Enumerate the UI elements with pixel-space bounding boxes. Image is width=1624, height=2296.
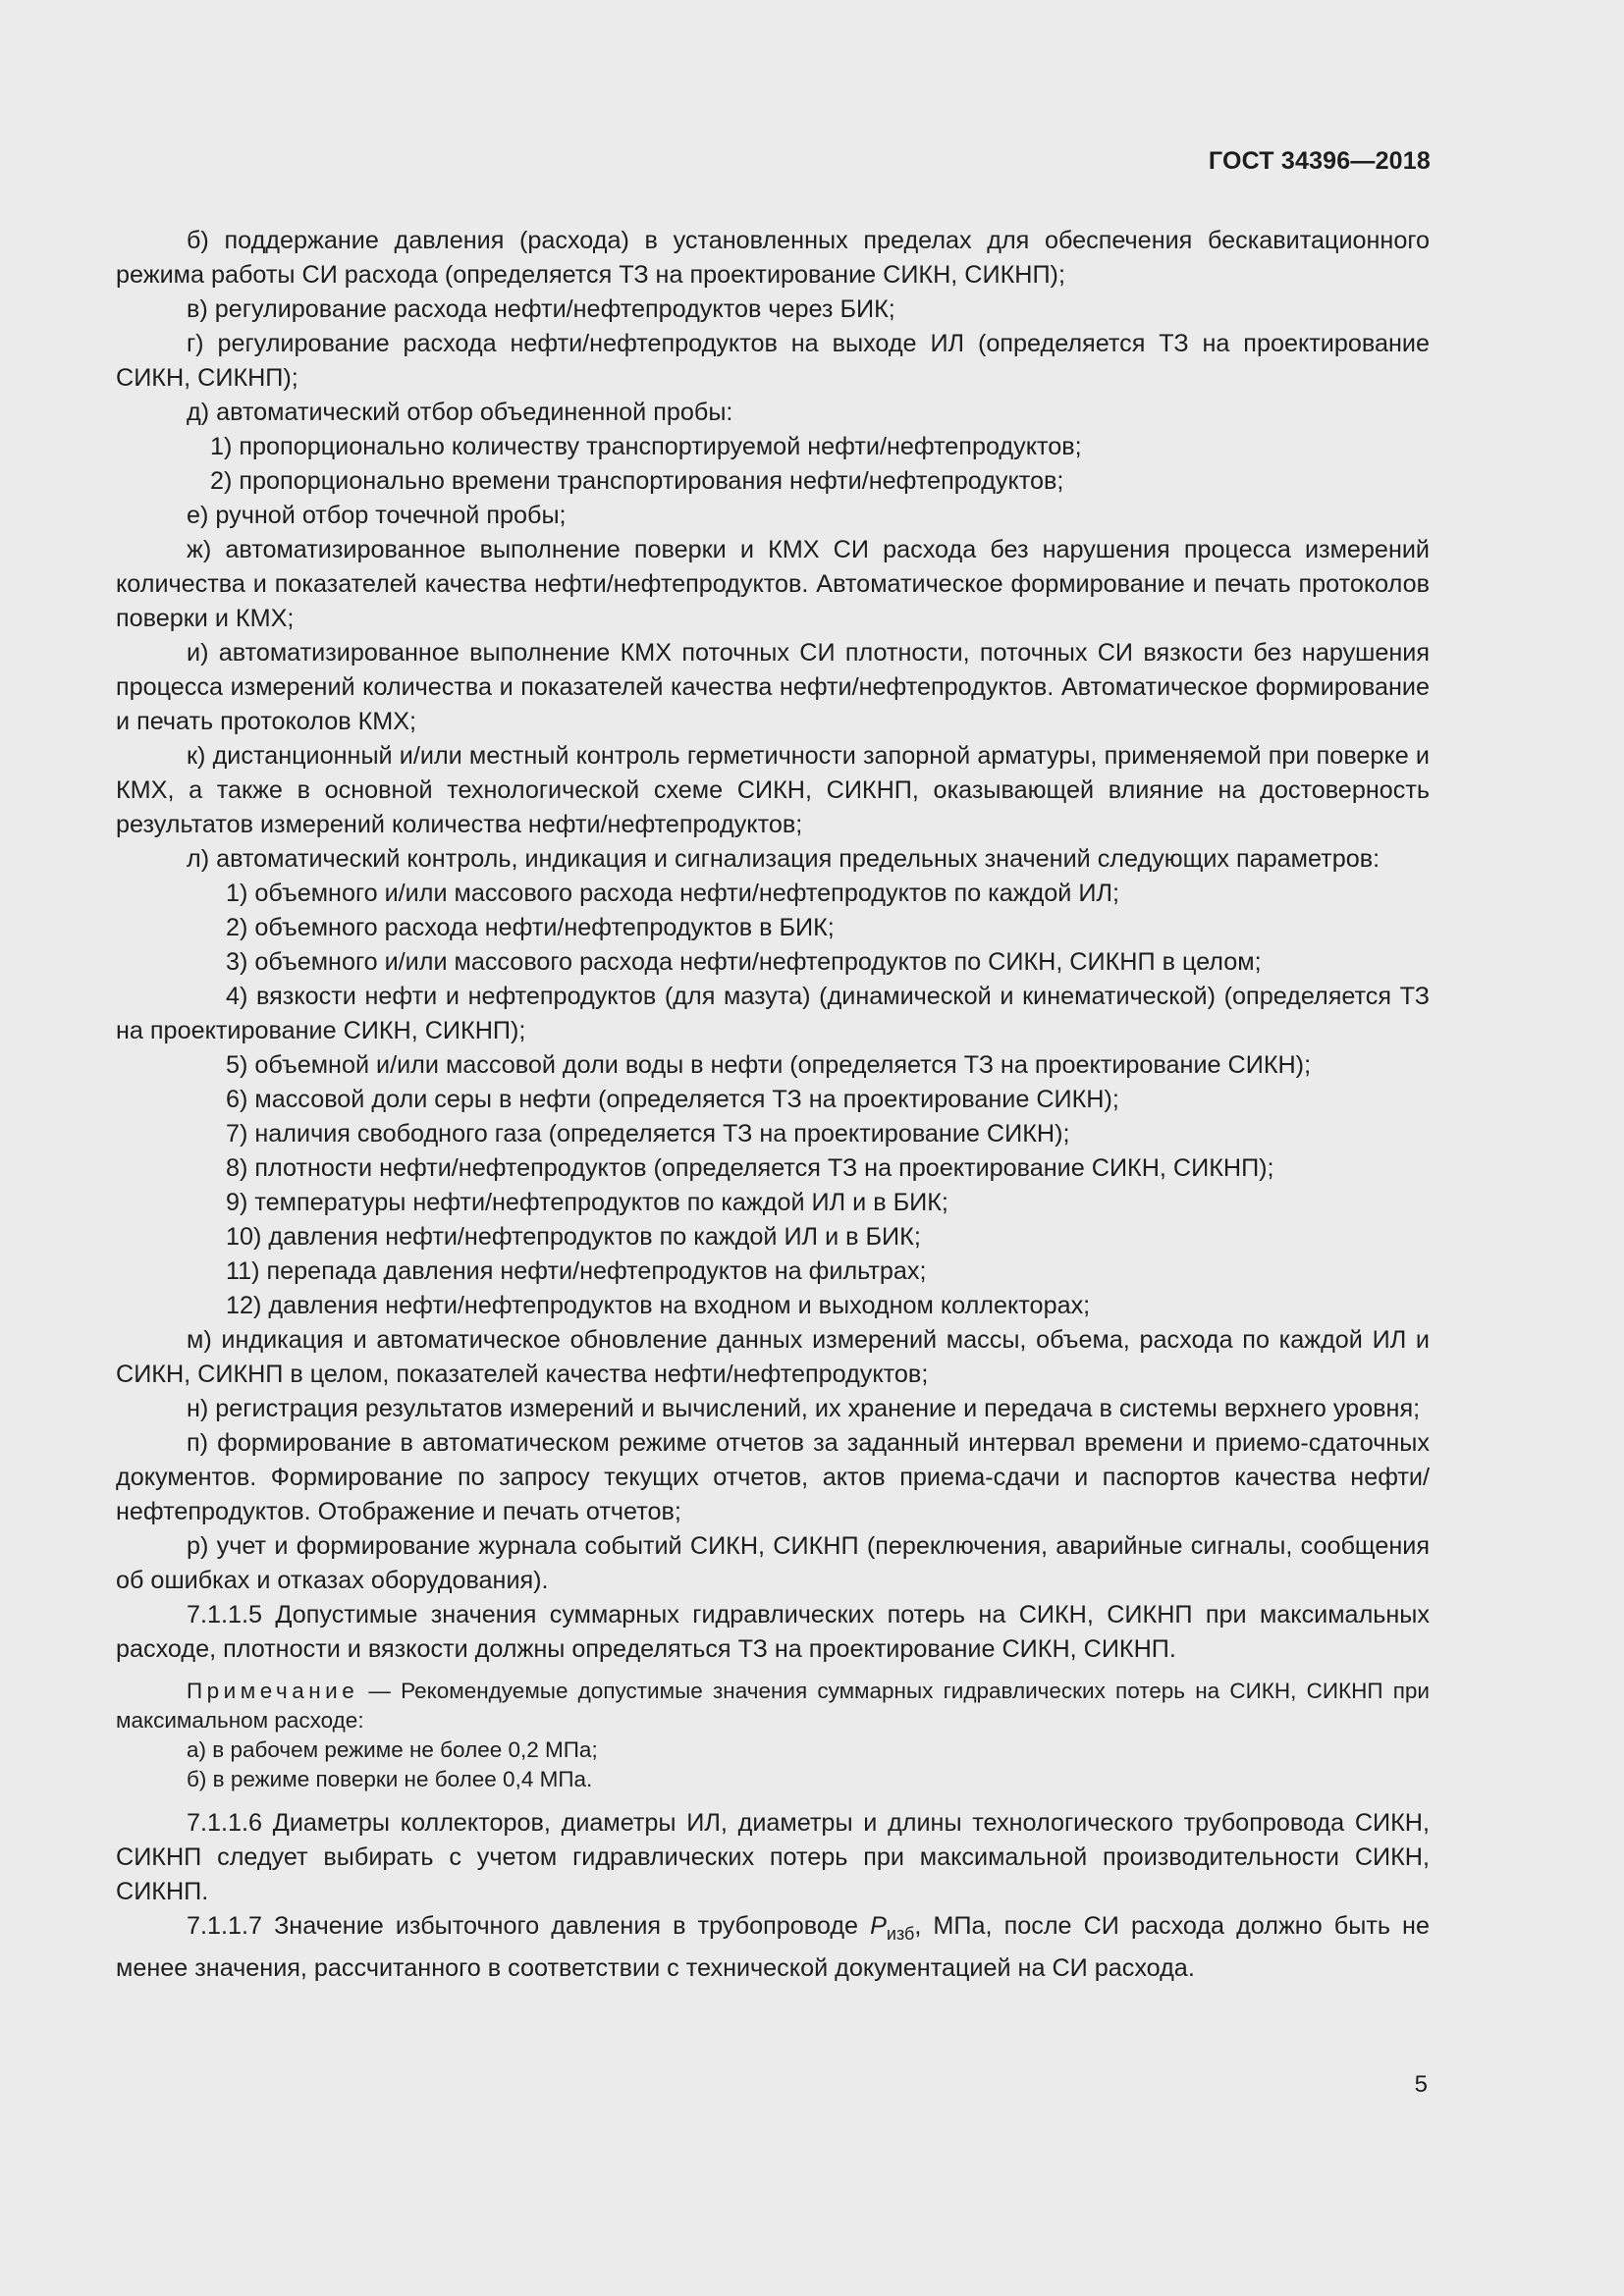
sub-item-l3: 3) объемного и/или массового расхода нефти/нефтепродуктов по СИКН, СИКНП в целом;	[226, 948, 1262, 976]
note-paragraph	[116, 1677, 1430, 1735]
list-item-i: и) автоматизированное выполнение КМХ поточных СИ плотности, поточных СИ вязкости без нарушения процесса измерений количества и показателей качества нефти/нефтепродуктов. Автоматическое формирование и печать протоколов КМХ;	[116, 639, 1430, 735]
clause-7-1-1-7	[116, 1909, 1430, 1986]
list-item-zh: ж) автоматизированное выполнение поверки и КМХ СИ расхода без нарушения процесса измерений количества и показателей качества нефти/нефтепродуктов. Автоматическое формирование и печать протоколов поверки и КМХ;	[116, 536, 1430, 632]
sub-item-d2: 2) пропорционально времени транспортирования нефти/нефтепродуктов;	[210, 467, 1064, 495]
sub-item-l5: 5) объемной и/или массовой доли воды в нефти (определяется ТЗ на проектирование СИКН);	[226, 1051, 1312, 1079]
list-item-p: п) формирование в автоматическом режиме отчетов за заданный интервал времени и приемо-сдаточных документов. Формирование по запросу текущих отчетов, актов приема-сдачи и паспортов качества нефти/нефтепродуктов. Отображение и печать отчетов;	[116, 1429, 1430, 1525]
sub-item-l2: 2) объемного расхода нефти/нефтепродуктов в БИК;	[226, 914, 835, 941]
page-content	[116, 224, 1430, 1986]
sub-item-l1: 1) объемного и/или массового расхода нефти/нефтепродуктов по каждой ИЛ;	[226, 880, 1119, 907]
clause-7-1-1-7-before: 7.1.1.7 Значение избыточного давления в трубопроводе	[187, 1912, 871, 1940]
clause-7-1-1-5: 7.1.1.5 Допустимые значения суммарных гидравлических потерь на СИКН, СИКНП при максимальных расходе, плотности и вязкости должны определяться ТЗ на проектирование СИКН, СИКНП.	[116, 1601, 1430, 1663]
pressure-subscript: изб	[886, 1924, 915, 1945]
sub-item-d1: 1) пропорционально количеству транспортируемой нефти/нефтепродуктов;	[210, 433, 1082, 460]
page-number: 5	[1414, 2071, 1428, 2098]
list-item-b: б) поддержание давления (расхода) в установленных пределах для обеспечения бескавитационного режима работы СИ расхода (определяется ТЗ на проектирование СИКН, СИКНП);	[116, 227, 1430, 289]
note-item-a: а) в рабочем режиме не более 0,2 МПа;	[187, 1737, 598, 1762]
sub-item-l7: 7) наличия свободного газа (определяется ТЗ на проектирование СИКН);	[226, 1120, 1070, 1148]
sub-item-l4: 4) вязкости нефти и нефтепродуктов (для мазута) (динамической и кинематической) (определяется ТЗ на проектирование СИКН, СИКНП);	[116, 983, 1430, 1044]
pressure-symbol: P	[870, 1912, 887, 1940]
sub-item-l8: 8) плотности нефти/нефтепродуктов (определяется ТЗ на проектирование СИКН, СИКНП);	[226, 1154, 1274, 1182]
list-item-g: г) регулирование расхода нефти/нефтепродуктов на выходе ИЛ (определяется ТЗ на проектирование СИКН, СИКНП);	[116, 330, 1430, 392]
list-item-r: р) учет и формирование журнала событий СИКН, СИКНП (переключения, аварийные сигналы, сообщения об ошибках и отказах оборудования).	[116, 1532, 1430, 1594]
list-item-d: д) автоматический отбор объединенной пробы:	[187, 399, 733, 426]
note-block	[116, 1677, 1430, 1794]
document-header: ГОСТ 34396—2018	[1208, 147, 1431, 175]
clause-7-1-1-6: 7.1.1.6 Диаметры коллекторов, диаметры ИЛ, диаметры и длины технологического трубопровода СИКН, СИКНП следует выбирать с учетом гидравлических потерь при максимальной производительности СИКН, СИКНП.	[116, 1809, 1430, 1905]
sub-item-l9: 9) температуры нефти/нефтепродуктов по каждой ИЛ и в БИК;	[226, 1189, 948, 1216]
sub-item-l10: 10) давления нефти/нефтепродуктов по каждой ИЛ и в БИК;	[226, 1223, 921, 1251]
list-item-l: л) автоматический контроль, индикация и сигнализация предельных значений следующих параметров:	[187, 845, 1380, 873]
sub-item-l12: 12) давления нефти/нефтепродуктов на входном и выходном коллекторах;	[226, 1292, 1091, 1319]
note-label: Примечание	[187, 1679, 359, 1703]
note-item-b: б) в режиме поверки не более 0,4 МПа.	[187, 1767, 593, 1791]
list-item-m: м) индикация и автоматическое обновление данных измерений массы, объема, расхода по каждой ИЛ и СИКН, СИКНП в целом, показателей качества нефти/нефтепродуктов;	[116, 1326, 1430, 1388]
list-item-k: к) дистанционный и/или местный контроль герметичности запорной арматуры, применяемой при поверке и КМХ, а также в основной технологической схеме СИКН, СИКНП, оказывающей влияние на достоверность результатов измерений количества нефти/нефтепродуктов;	[116, 742, 1430, 838]
list-item-n: н) регистрация результатов измерений и вычислений, их хранение и передача в системы верхнего уровня;	[187, 1395, 1421, 1422]
sub-item-l11: 11) перепада давления нефти/нефтепродуктов на фильтрах;	[226, 1257, 927, 1285]
list-item-e: е) ручной отбор точечной пробы;	[187, 502, 567, 529]
note-text: — Рекомендуемые допустимые значения суммарных гидравлических потерь на СИКН, СИКНП при максимальном расходе:	[116, 1679, 1430, 1733]
clause-7-1-1-7-after: , МПа, после СИ расхода должно быть не менее значения, рассчитанного в соответствии с технической документацией на СИ расхода.	[116, 1912, 1430, 1983]
list-item-v: в) регулирование расхода нефти/нефтепродуктов через БИК;	[187, 295, 895, 323]
sub-item-l6: 6) массовой доли серы в нефти (определяется ТЗ на проектирование СИКН);	[226, 1086, 1119, 1113]
